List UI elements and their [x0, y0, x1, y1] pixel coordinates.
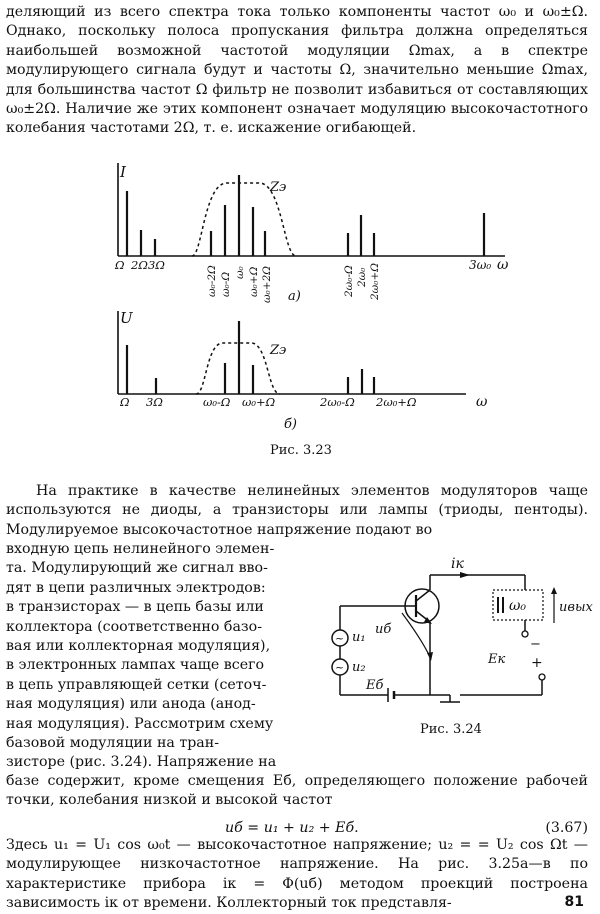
wrapped-line: дят в цепи различных электродов:: [6, 579, 266, 596]
label-plus: +: [531, 655, 543, 671]
tick-3omega: 3Ω: [148, 258, 165, 272]
after-wrap-paragraph: базе содержит, кроме смещения Eб, определяющего положение рабочей точки, колебания низкой и высокой частот: [6, 773, 588, 809]
tick-w0-2omega: ω₀-2Ω: [206, 265, 218, 297]
label-u1: u₁: [352, 630, 366, 645]
label-ub: uб: [375, 622, 392, 637]
page-number: 81: [564, 894, 584, 910]
tick-w0+2omega: ω₀+2Ω: [261, 266, 273, 303]
svg-text:~: ~: [335, 661, 345, 674]
wrapped-line: в цепь управляющей сетки (сеточ-: [6, 676, 267, 693]
label-ek: Eк: [488, 652, 506, 667]
panel-label-a: а): [288, 289, 301, 304]
tick-w0: ω₀: [234, 266, 246, 279]
tick-2omega: 2Ω: [131, 258, 148, 272]
equation-text: uб = u₁ + u₂ + Eб.: [225, 820, 359, 836]
wrapped-line: коллектора (соответственно базо-: [6, 618, 262, 635]
label-ik: iк: [451, 556, 464, 572]
label-uvyx: uвых: [559, 600, 593, 615]
svg-text:~: ~: [335, 632, 345, 645]
wrapped-line: зисторе (рис. 3.24). Напряжение на: [6, 754, 277, 771]
tick-w0+omega: ω₀+Ω: [248, 266, 260, 297]
y-label-u: U: [120, 309, 133, 327]
tick-b-w0-omega: ω₀-Ω: [203, 395, 231, 409]
curve-label-b: Zэ: [270, 343, 287, 358]
figure-3-23-caption: Рис. 3.23: [270, 443, 332, 458]
axis-label-omega-b: ω: [476, 394, 488, 410]
label-minus: −: [530, 637, 541, 652]
curve-label: Zэ: [270, 180, 287, 195]
label-eb: Eб: [366, 678, 384, 693]
spectrum-lines-a: [127, 175, 484, 256]
figure-3-24: [330, 545, 595, 715]
tick-3w0: 3ω₀: [469, 258, 492, 272]
label-u2: u₂: [352, 660, 366, 675]
wrapped-line: ная модуляция). Рассмотрим схему: [6, 715, 274, 732]
top-paragraph: деляющий из всего спектра тока только компоненты частот ω₀ и ω₀±Ω. Однако, поскольку полоса пропускания фильтра должна определяться наибольшей возможной частотой модуляции Ωmax, а в спектре модулирующего сигнала будут и частоты Ω, значительно меньшие Ωmax, для большинства частот Ω фильтр не позволит избавиться от составляющих ω₀±2Ω. Наличие же этих компонент означает модуляцию высокочастотного колебания частотами 2Ω, т. е. искажение огибающей.: [6, 4, 588, 137]
closing-paragraph: Здесь u₁ = U₁ cos ω₀t — высокочастотное напряжение; u₂ = = U₂ cos Ωt — модулирующее низкочастотное напряжение. На рис. 3.25а—в по характеристике прибора iк = Φ(uб) методом проекций построена зависимость iк от времени. Коллекторный ток представля-: [6, 837, 588, 912]
wrapped-line: ная модуляция) или анода (анод-: [6, 696, 256, 713]
wrapped-line: входную цепь нелинейного элемен-: [6, 541, 275, 557]
wrapped-line: вая или коллекторная модуляция),: [6, 638, 271, 655]
label-omega0: ω₀: [509, 598, 527, 614]
y-label-i: I: [120, 163, 126, 181]
equation-number: (3.67): [545, 820, 588, 836]
figure-3-24-caption: Рис. 3.24: [420, 722, 482, 737]
tick-b-w0+omega: ω₀+Ω: [242, 395, 276, 409]
wrapped-line: базовой модуляции на тран-: [6, 735, 220, 752]
spectrum-lines-b: [127, 321, 374, 394]
tick-b-omega: Ω: [120, 395, 130, 409]
wrapped-text: [6, 540, 328, 773]
tick-b-2w0+omega: 2ω₀+Ω: [376, 395, 417, 409]
tick-2w0: 2ω₀: [356, 267, 368, 287]
figure-3-23a: [0, 155, 600, 305]
figure-3-23b: [0, 305, 600, 435]
tick-b-3omega: 3Ω: [146, 395, 163, 409]
tick-2w0-omega: 2ω₀-Ω: [343, 265, 355, 297]
tick-w0-omega: ω₀-Ω: [220, 271, 232, 297]
tick-2w0+omega: 2ω₀+Ω: [369, 263, 381, 300]
wrapped-line: в электронных лампах чаще всего: [6, 657, 265, 674]
tick-omega: Ω: [115, 258, 125, 272]
axis-label-omega-a: ω: [497, 257, 509, 273]
main-paragraph-start: На практике в качестве нелинейных элементов модуляторов чаще используются не диоды, а транзисторы или лампы (триоды, пентоды). Модулируемое высокочастотное напряжение подают во: [6, 483, 588, 538]
wrapped-line: в транзисторах — в цепь базы или: [6, 599, 264, 616]
tick-b-2w0-omega: 2ω₀-Ω: [320, 395, 355, 409]
panel-label-b: б): [284, 417, 298, 432]
wrapped-line: та. Модулирующий же сигнал вво-: [6, 560, 268, 577]
